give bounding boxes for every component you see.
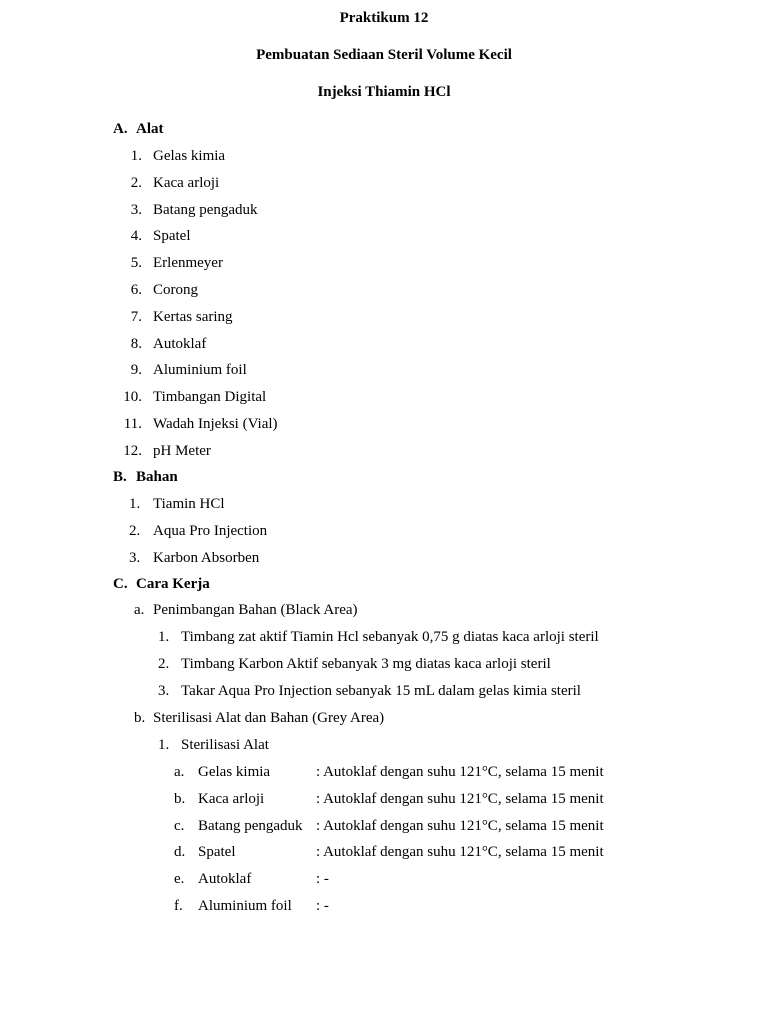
penimbangan-step: Takar Aqua Pro Injection sebanyak 15 mL dalam gelas kimia steril xyxy=(181,683,581,699)
step-b-label: Sterilisasi Alat dan Bahan (Grey Area) xyxy=(153,710,385,726)
alat-item-number: 8. xyxy=(130,335,142,352)
page-title: Praktikum 12 xyxy=(339,10,429,26)
page-subtitle-product: Injeksi Thiamin HCl xyxy=(317,84,451,100)
alat-item-number: 1. xyxy=(130,148,142,164)
sterilisasi-row-marker: c. xyxy=(174,817,185,834)
penimbangan-step: Timbang zat aktif Tiamin Hcl sebanyak 0,75 g diatas kaca arloji steril xyxy=(181,629,599,645)
sterilisasi-row-method: : - xyxy=(316,898,329,914)
alat-item-number: 11. xyxy=(123,416,142,432)
alat-item-number: 7. xyxy=(130,308,142,325)
alat-item-number: 10. xyxy=(123,389,142,406)
alat-item: Spatel xyxy=(153,228,191,245)
sterilisasi-row-marker: d. xyxy=(174,844,186,861)
section-c-marker: C. xyxy=(113,576,128,592)
sterilisasi-row-item: Autoklaf xyxy=(198,871,252,888)
sterilisasi-row-item: Spatel xyxy=(198,844,236,861)
alat-item: Corong xyxy=(153,282,198,298)
sterilisasi-row-marker: a. xyxy=(174,764,185,780)
penimbangan-step: Timbang Karbon Aktif sebanyak 3 mg diatas kaca arloji steril xyxy=(181,656,551,672)
bahan-item: Karbon Absorben xyxy=(153,550,260,566)
sterilisasi-row-method: : Autoklaf dengan suhu 121°C, selama 15 menit xyxy=(316,790,604,807)
bahan-item: Tiamin HCl xyxy=(153,496,225,512)
step-a-marker: a. xyxy=(134,602,145,618)
sterilisasi-alat-label: Sterilisasi Alat xyxy=(181,737,269,753)
bahan-item: Aqua Pro Injection xyxy=(153,523,268,539)
sterilisasi-alat-number: 1. xyxy=(158,737,170,753)
alat-item-number: 5. xyxy=(130,255,142,272)
sterilisasi-row-marker: b. xyxy=(174,790,186,807)
sterilisasi-row-marker: f. xyxy=(174,898,183,914)
alat-item: Gelas kimia xyxy=(153,148,226,164)
alat-item: Wadah Injeksi (Vial) xyxy=(153,416,278,432)
sterilisasi-row-method: : - xyxy=(316,871,329,888)
alat-item: Erlenmeyer xyxy=(153,255,223,272)
penimbangan-step-number: 2. xyxy=(158,656,170,672)
alat-item-number: 3. xyxy=(130,201,142,218)
alat-item-number: 6. xyxy=(130,282,142,298)
sterilisasi-row-method: : Autoklaf dengan suhu 121°C, selama 15 menit xyxy=(316,764,604,780)
alat-item: pH Meter xyxy=(153,442,211,459)
sterilisasi-row-item: Batang pengaduk xyxy=(198,817,303,834)
step-a-label: Penimbangan Bahan (Black Area) xyxy=(153,602,358,618)
bahan-item-number: 2. xyxy=(129,523,141,539)
alat-item-number: 4. xyxy=(130,228,142,245)
sterilisasi-row-method: : Autoklaf dengan suhu 121°C, selama 15 menit xyxy=(316,817,604,834)
sterilisasi-row-marker: e. xyxy=(174,871,185,888)
alat-item: Kaca arloji xyxy=(153,174,220,191)
alat-item: Batang pengaduk xyxy=(153,201,258,218)
step-b-marker: b. xyxy=(134,710,146,726)
bahan-item-number: 1. xyxy=(129,496,141,512)
sterilisasi-row-item: Gelas kimia xyxy=(198,764,271,780)
alat-item-number: 9. xyxy=(130,362,142,379)
section-b-heading: Bahan xyxy=(136,469,178,485)
alat-item-number: 12. xyxy=(123,442,142,459)
section-a-marker: A. xyxy=(113,121,128,137)
alat-item-number: 2. xyxy=(130,174,142,191)
alat-item: Autoklaf xyxy=(153,335,207,352)
penimbangan-step-number: 3. xyxy=(158,683,170,699)
section-c-heading: Cara Kerja xyxy=(136,576,210,592)
bahan-item-number: 3. xyxy=(129,550,141,566)
alat-item: Kertas saring xyxy=(153,308,233,325)
sterilisasi-row-item: Aluminium foil xyxy=(198,898,292,914)
alat-item: Timbangan Digital xyxy=(153,389,267,406)
alat-item: Aluminium foil xyxy=(153,362,247,379)
penimbangan-step-number: 1. xyxy=(158,629,170,645)
sterilisasi-row-item: Kaca arloji xyxy=(198,790,265,807)
sterilisasi-row-method: : Autoklaf dengan suhu 121°C, selama 15 menit xyxy=(316,844,604,861)
section-a-heading: Alat xyxy=(136,121,164,137)
page-subtitle: Pembuatan Sediaan Steril Volume Kecil xyxy=(256,47,512,63)
section-b-marker: B. xyxy=(113,469,127,485)
